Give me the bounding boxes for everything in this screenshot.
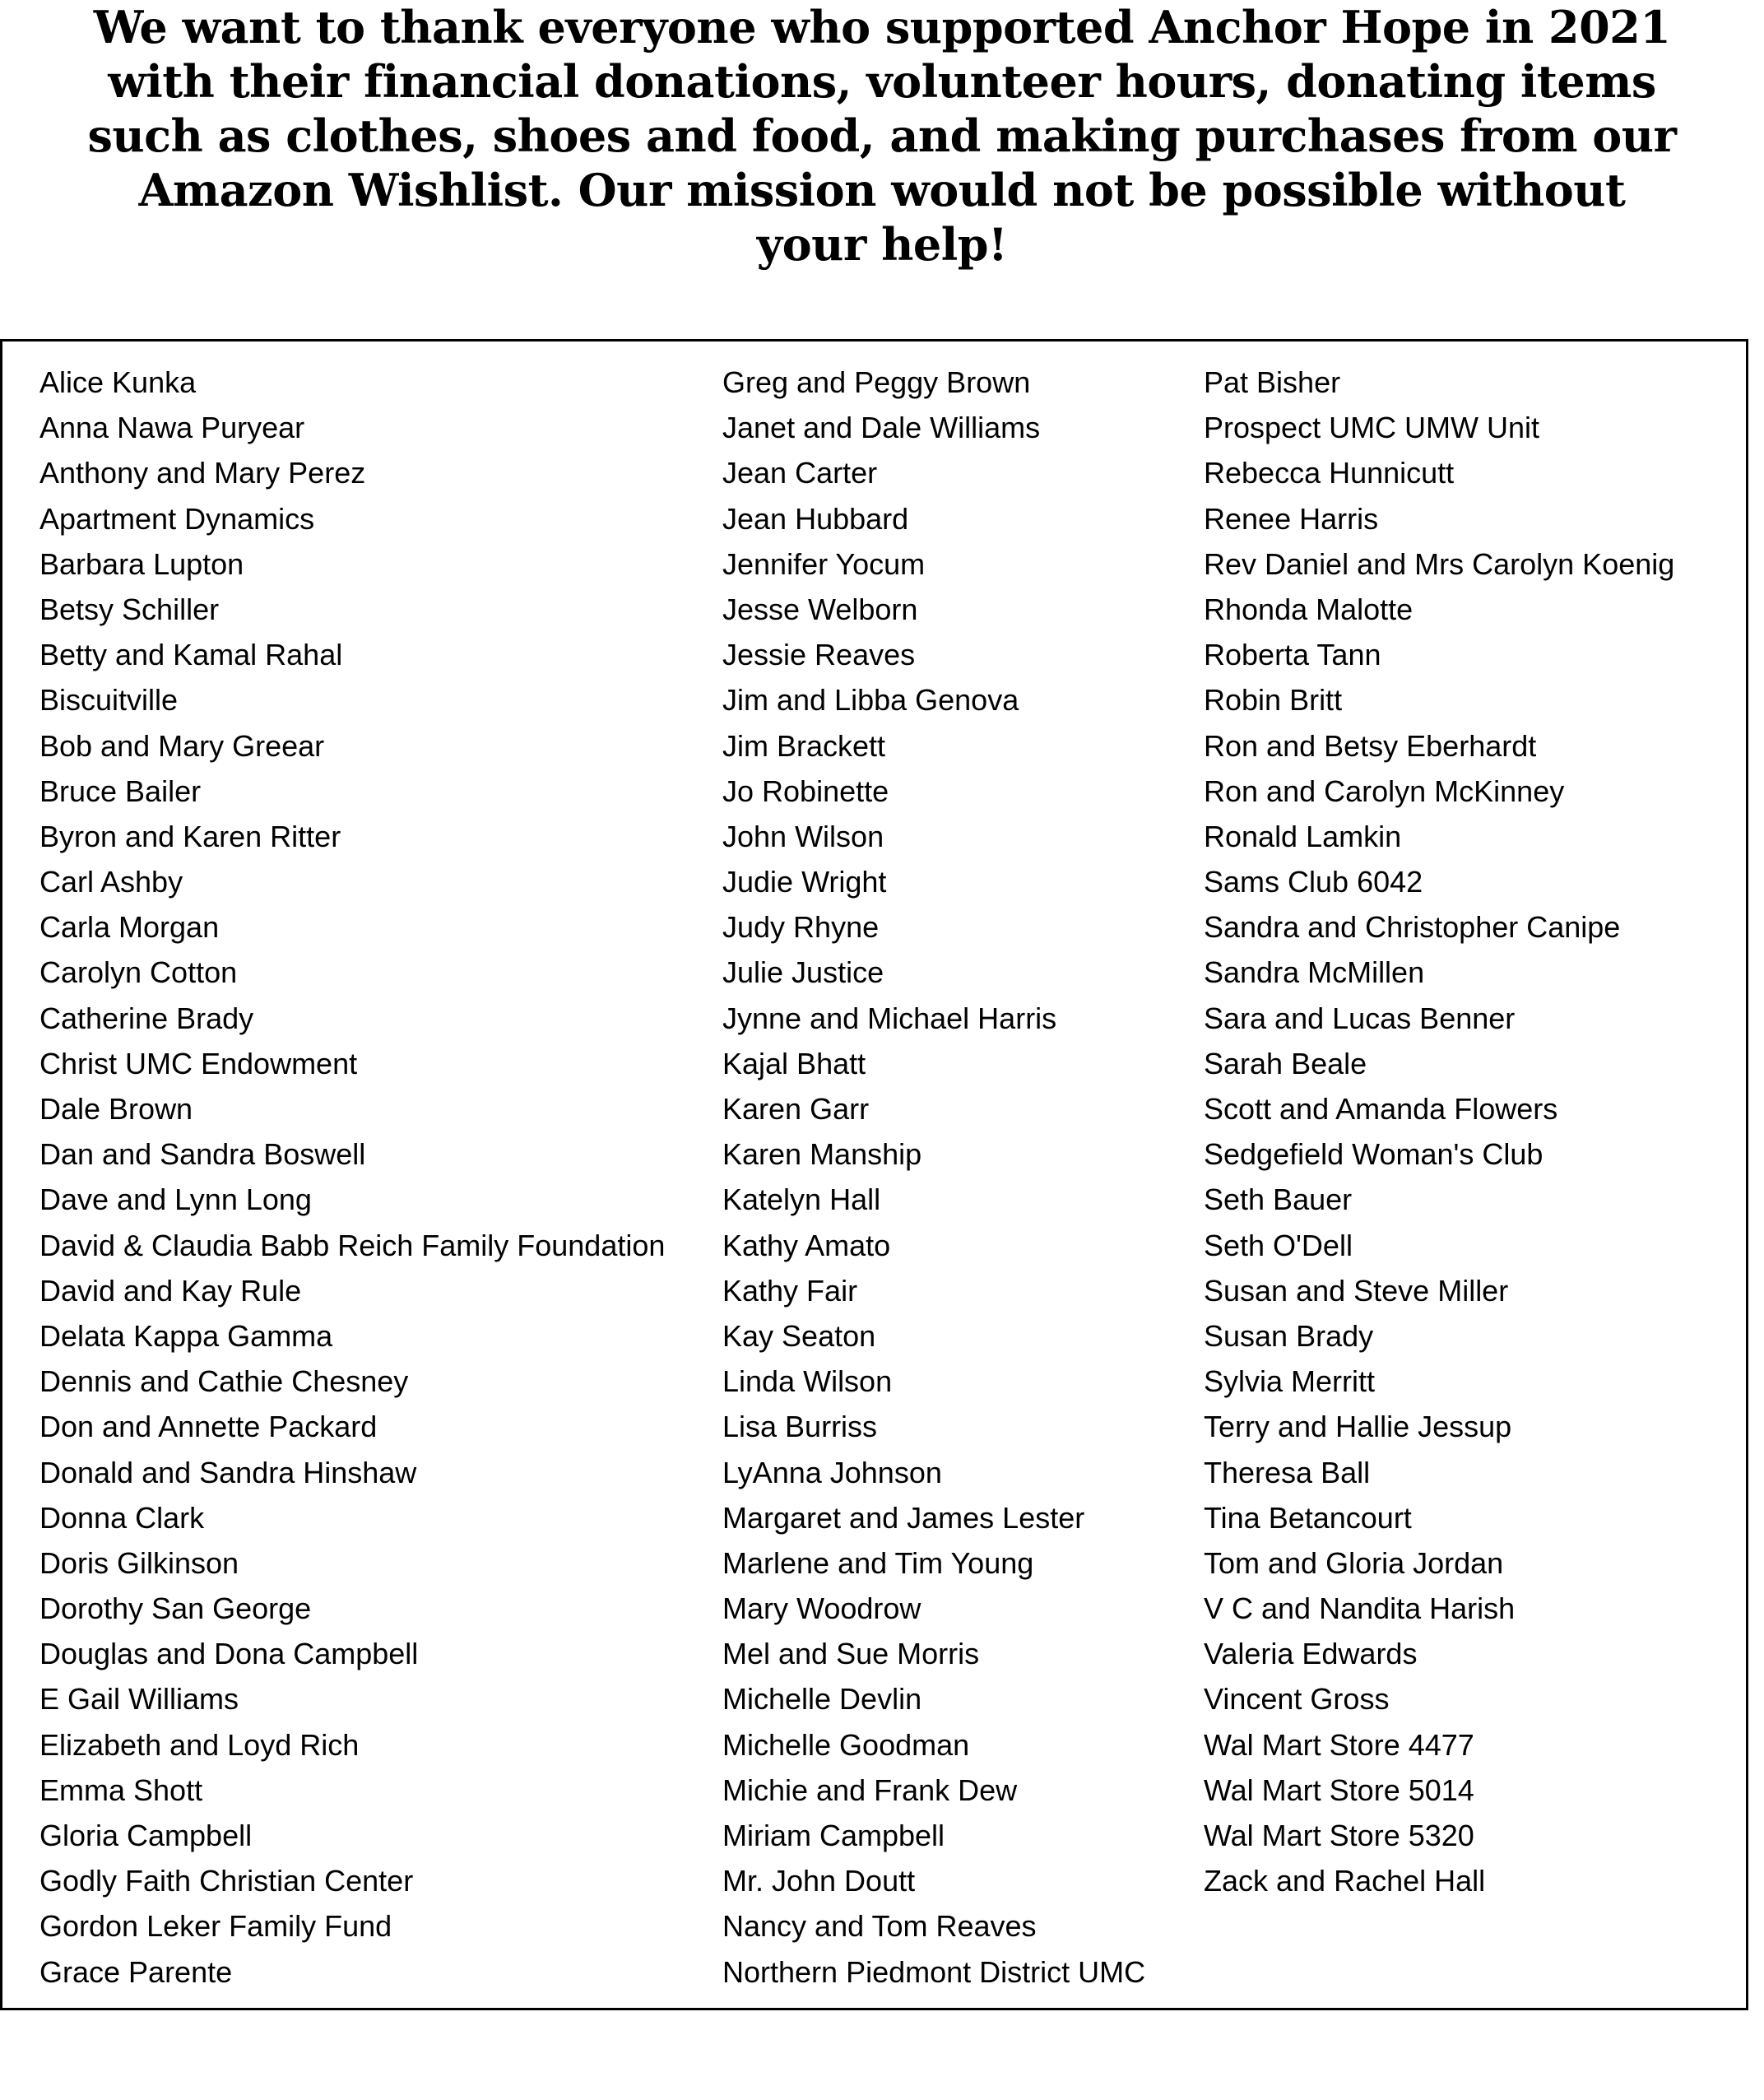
donor-name: Mr. John Doutt [722,1864,916,1898]
donor-name: Janet and Dale Williams [722,411,1041,445]
thank-you-headline [41,0,1723,272]
donor-name: Julie Justice [722,955,884,990]
donor-name: Apartment Dynamics [39,501,315,536]
donor-name: Gloria Campbell [39,1819,253,1852]
donor-name: Linda Wilson [722,1364,893,1399]
donor-name: Rhonda Malotte [1204,592,1414,626]
donor-name: Scott and Amanda Flowers [1204,1092,1558,1126]
donor-name: Catherine Brady [39,1001,254,1035]
donor-name: Alice Kunka [39,365,197,399]
donor-name: Rebecca Hunnicutt [1204,456,1455,490]
donor-name: Sylvia Merritt [1204,1364,1376,1399]
donor-name: Dennis and Cathie Chesney [39,1364,409,1399]
donor-name: Douglas and Dona Campbell [39,1637,419,1671]
donor-name: Grace Parente [39,1954,233,1989]
donor-name: E Gail Williams [39,1682,239,1717]
donor-column-3 [1204,360,1674,1903]
donor-name: Michelle Devlin [722,1682,922,1717]
donor-name: Jesse Welborn [722,592,918,626]
donor-name: Doris Gilkinson [39,1545,239,1580]
headline-line: We want to thank everyone who supported Anchor Hope in 2021 [93,1,1671,53]
donor-name: Ron and Betsy Eberhardt [1204,728,1537,763]
donor-name: Christ UMC Endowment [39,1046,358,1080]
donor-name: Robin Britt [1204,683,1343,718]
donor-name: Mary Woodrow [722,1591,921,1626]
donor-name: Sandra and Christopher Canipe [1204,910,1621,945]
donor-name: Carolyn Cotton [39,955,238,990]
donor-column-2 [722,360,1145,1995]
donor-name: Karen Manship [722,1137,922,1172]
donor-name: Northern Piedmont District UMC [722,1954,1146,1989]
donor-name: Ronald Lamkin [1204,819,1402,853]
donor-name: Jessie Reaves [722,638,916,672]
donor-name: Renee Harris [1204,501,1379,536]
donor-name: Rev Daniel and Mrs Carolyn Koenig [1204,546,1675,581]
donor-name: Pat Bisher [1204,365,1341,399]
donor-name: Seth Bauer [1204,1182,1353,1217]
donor-name: Zack and Rachel Hall [1204,1864,1486,1898]
donor-name: Byron and Karen Ritter [39,819,341,853]
headline-line: with their financial donations, volunteer hours, donating items [108,55,1656,108]
donor-name: Theresa Ball [1204,1455,1371,1489]
donor-name: Sedgefield Woman's Club [1204,1137,1544,1172]
donor-name: Donald and Sandra Hinshaw [39,1455,417,1489]
donor-name: Gordon Leker Family Fund [39,1909,392,1944]
donor-name: Bruce Bailer [39,774,202,808]
donor-name: V C and Nandita Harish [1204,1591,1516,1626]
donor-name: Jo Robinette [722,774,889,808]
donor-name: Wal Mart Store 5320 [1204,1819,1474,1852]
donor-name: Bob and Mary Greear [39,728,325,763]
donor-name: Carla Morgan [39,910,220,945]
donor-name: LyAnna Johnson [722,1455,942,1489]
donor-name: Delata Kappa Gamma [39,1318,333,1353]
donor-name: Kay Seaton [722,1318,876,1353]
donor-name: Tom and Gloria Jordan [1204,1545,1504,1580]
donor-name: Margaret and James Lester [722,1500,1085,1535]
donor-name: Anthony and Mary Perez [39,456,366,490]
donor-name: Jim and Libba Genova [722,683,1019,718]
donor-name: Terry and Hallie Jessup [1204,1410,1512,1444]
donor-name: Wal Mart Store 4477 [1204,1727,1474,1762]
donor-name: John Wilson [722,819,884,853]
donor-name: Prospect UMC UMW Unit [1204,411,1540,445]
headline-line: your help! [756,218,1008,271]
donor-name: Judie Wright [722,865,887,899]
donor-name: Betsy Schiller [39,592,220,626]
donor-name: Don and Annette Packard [39,1410,378,1444]
donor-name: Kathy Amato [722,1228,891,1262]
donor-name: Tina Betancourt [1204,1500,1412,1535]
donor-name: Marlene and Tim Young [722,1545,1034,1580]
donor-name: Godly Faith Christian Center [39,1864,414,1898]
donor-name: Kathy Fair [722,1273,858,1308]
donor-name: Elizabeth and Loyd Rich [39,1727,360,1762]
donor-name: Biscuitville [39,683,179,718]
donor-name: Dave and Lynn Long [39,1182,312,1217]
headline-line: such as clothes, shoes and food, and making purchases from our [87,109,1677,162]
donor-name: Sams Club 6042 [1204,865,1423,899]
donor-name: Carl Ashby [39,865,183,899]
donor-name: Judy Rhyne [722,910,880,945]
donor-name: Jynne and Michael Harris [722,1001,1057,1035]
donor-name: Wal Mart Store 5014 [1204,1772,1474,1807]
donor-name: Michelle Goodman [722,1727,970,1762]
donor-name: Greg and Peggy Brown [722,365,1031,399]
donor-name: Kajal Bhatt [722,1046,866,1080]
donor-name: Vincent Gross [1204,1682,1390,1717]
donor-name: Barbara Lupton [39,546,244,581]
donor-name: Jennifer Yocum [722,546,926,581]
donor-name: Emma Shott [39,1772,203,1807]
donor-name: Lisa Burriss [722,1410,878,1444]
donor-column-1 [39,360,665,1995]
donor-name: Roberta Tann [1204,638,1381,672]
donor-name: Betty and Kamal Rahal [39,638,343,672]
donor-name: Dale Brown [39,1092,193,1126]
donor-list-box [0,339,1748,2010]
donor-name: Dorothy San George [39,1591,312,1626]
donor-name: Anna Nawa Puryear [39,411,305,445]
donor-name: Karen Garr [722,1092,870,1126]
donor-name: Seth O'Dell [1204,1228,1353,1262]
donor-name: Susan and Steve Miller [1204,1273,1509,1308]
donor-name: David and Kay Rule [39,1273,302,1308]
donor-name: Miriam Campbell [722,1819,945,1852]
donor-name: Sarah Beale [1204,1046,1367,1080]
donor-name: Mel and Sue Morris [722,1637,980,1671]
donor-name: Nancy and Tom Reaves [722,1909,1037,1944]
donor-name: Sandra McMillen [1204,955,1425,990]
donor-name: Jean Carter [722,456,878,490]
donor-name: Katelyn Hall [722,1182,881,1217]
donor-name: Sara and Lucas Benner [1204,1001,1516,1035]
donor-name: Jean Hubbard [722,501,909,536]
donor-name: Ron and Carolyn McKinney [1204,774,1565,808]
donor-name: Michie and Frank Dew [722,1772,1018,1807]
donor-name: Susan Brady [1204,1318,1374,1353]
donor-name: David & Claudia Babb Reich Family Foundation [39,1228,666,1262]
donor-name: Valeria Edwards [1204,1637,1418,1671]
donor-name: Dan and Sandra Boswell [39,1137,366,1172]
donor-name: Jim Brackett [722,728,886,763]
headline-line: Amazon Wishlist. Our mission would not be possible without [138,164,1626,216]
donor-name: Donna Clark [39,1500,205,1535]
